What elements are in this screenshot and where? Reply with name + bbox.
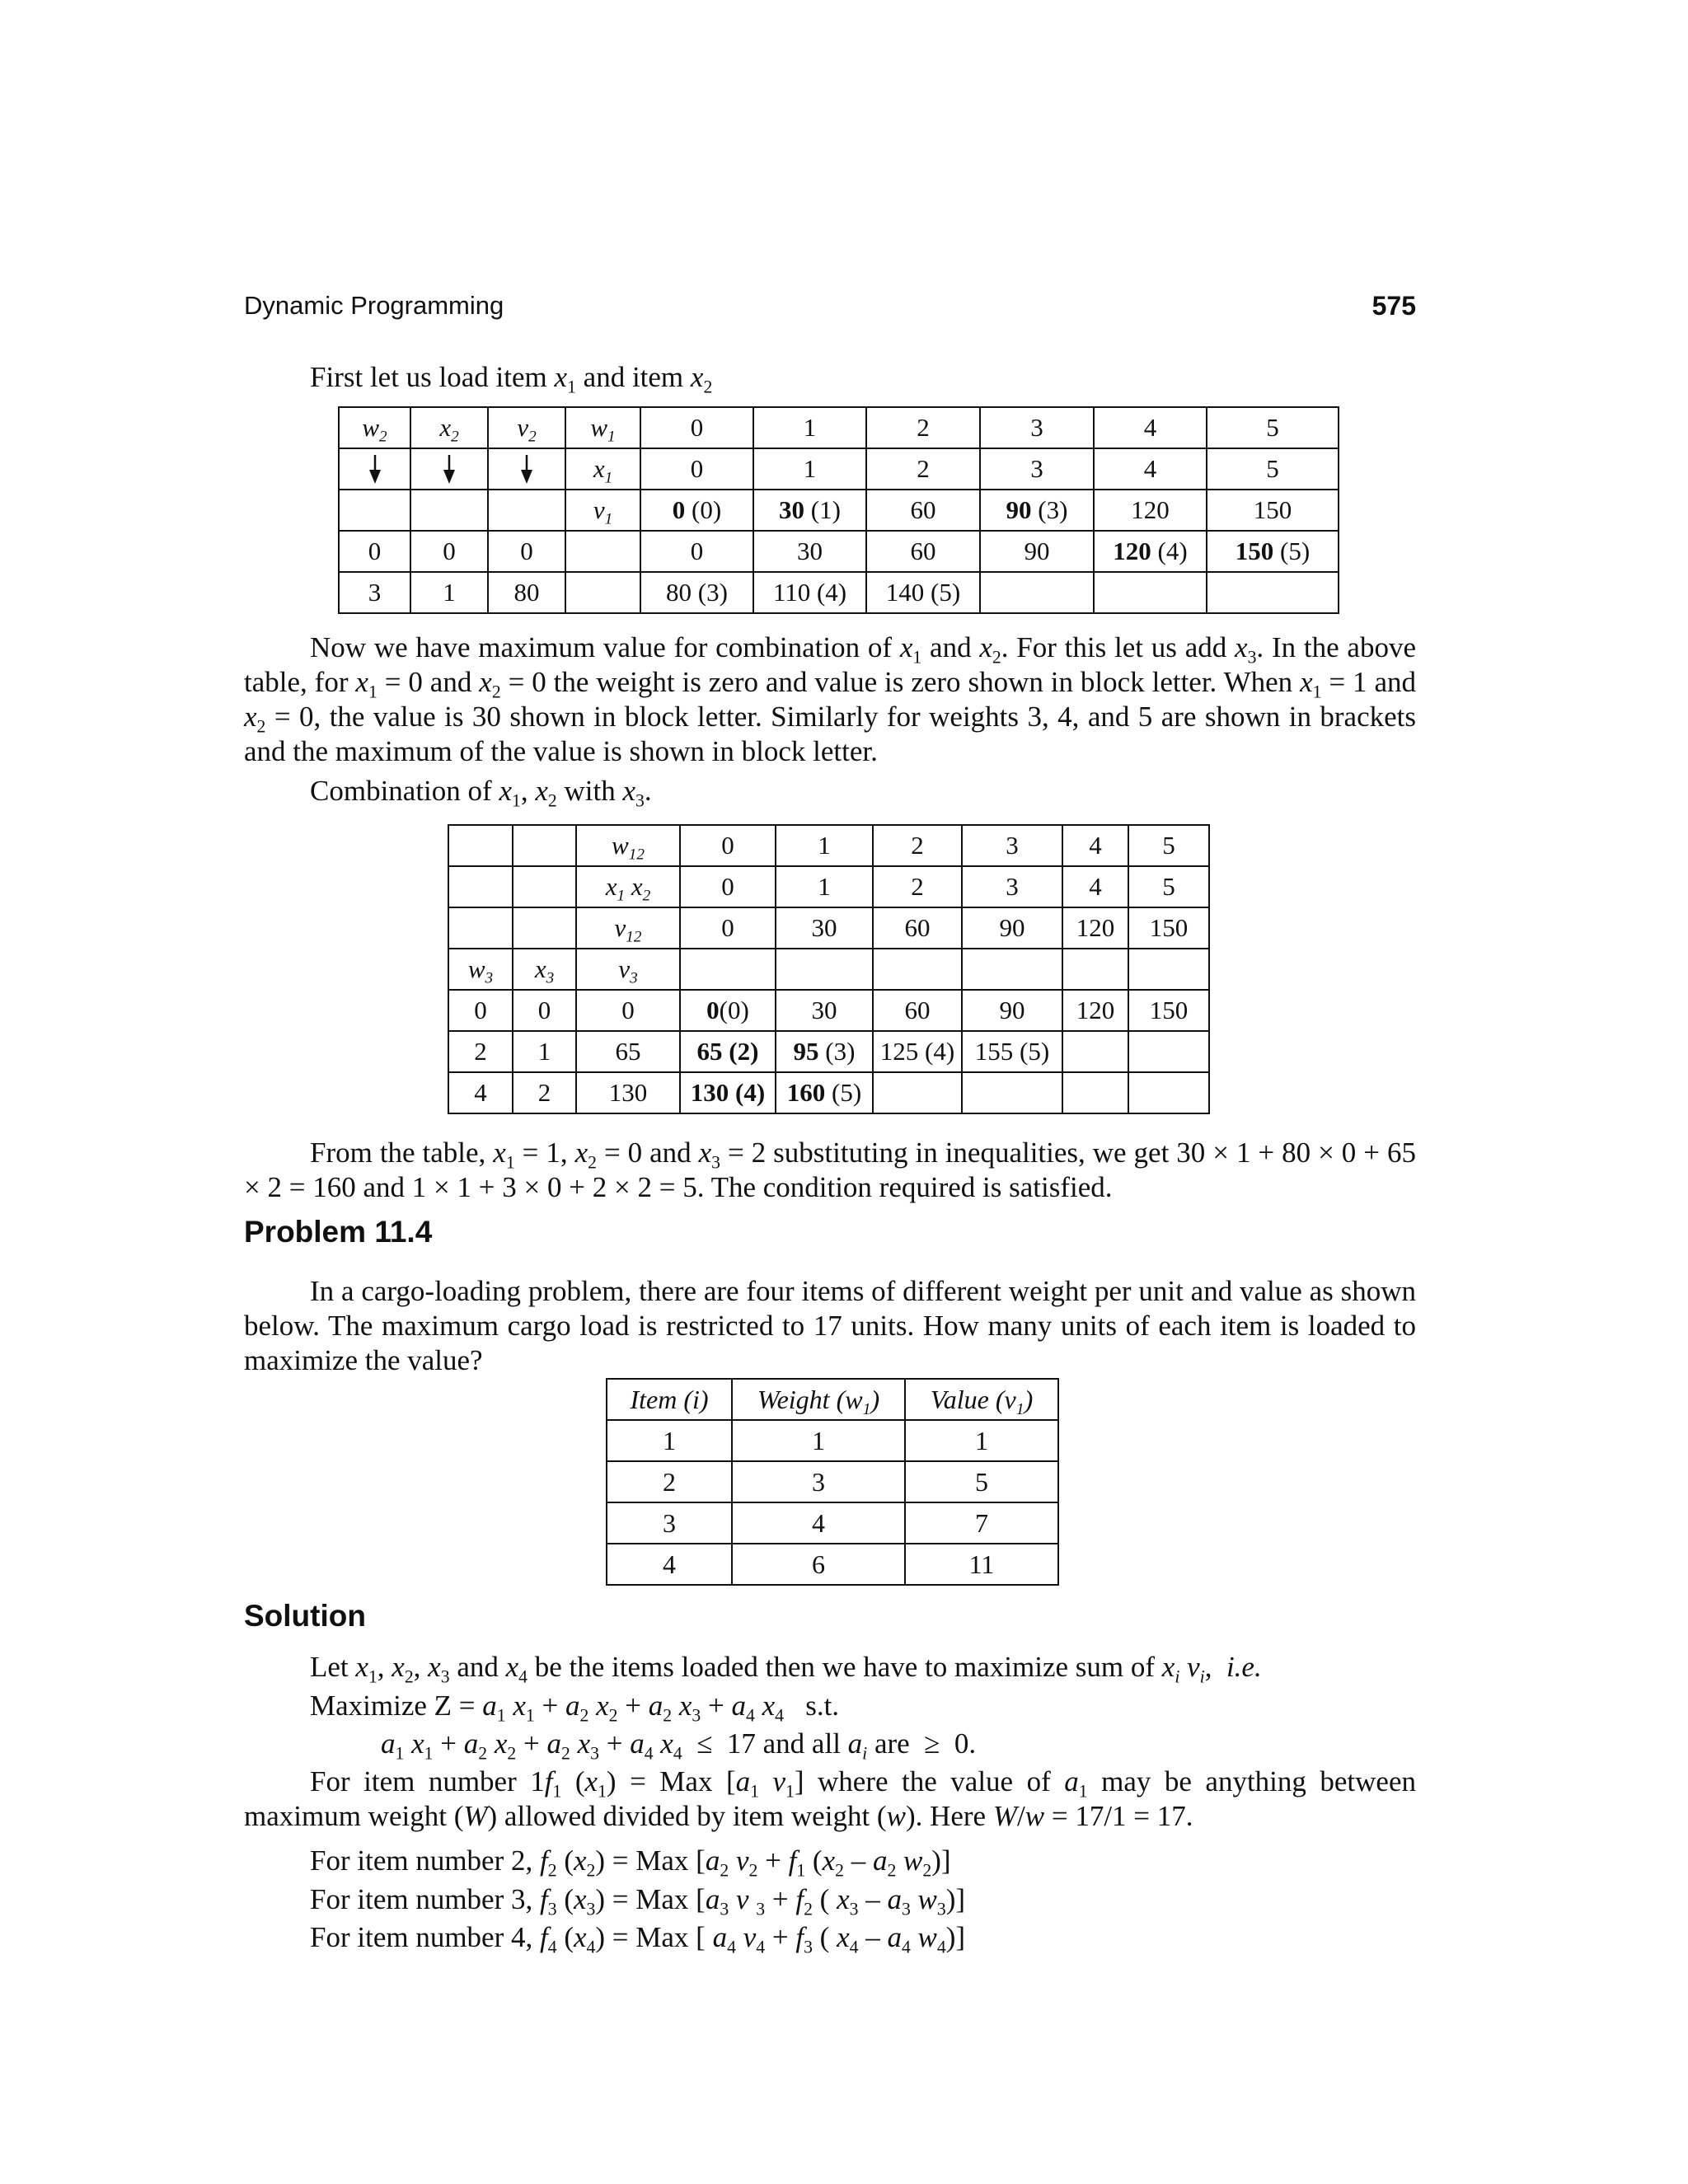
cell: 3: [980, 448, 1094, 490]
down-arrow-icon: [488, 448, 565, 490]
cell: [1062, 1072, 1128, 1113]
cell: 150 (5): [1207, 531, 1339, 572]
cell: [962, 949, 1062, 990]
cell: [776, 949, 873, 990]
cell: 1: [753, 448, 866, 490]
cell: [1207, 572, 1339, 613]
cell: [1062, 949, 1128, 990]
cell: 120: [1094, 490, 1207, 531]
table-row: [448, 1031, 1209, 1072]
cell: 2: [866, 407, 980, 448]
cell-v2: $v_2$: [488, 407, 565, 448]
cell: 1: [776, 825, 873, 866]
cell: [1128, 949, 1209, 990]
down-arrow-icon: [410, 448, 488, 490]
cell: [410, 490, 488, 531]
cell: 3: [962, 825, 1062, 866]
cell-x1x2: $x_1$ $x_2$: [576, 866, 680, 907]
cell-x3: $x_3$: [513, 949, 576, 990]
table-row: [448, 825, 1209, 866]
table-row: [339, 572, 1339, 613]
cell: 60: [873, 907, 962, 949]
cell: 130 (4): [680, 1072, 776, 1113]
cell: 120: [1062, 990, 1128, 1031]
cell: 6: [732, 1544, 905, 1585]
cell: [488, 490, 565, 531]
cell: 2: [607, 1461, 732, 1502]
cell: 0: [680, 866, 776, 907]
cell: [565, 572, 640, 613]
table-row: [448, 866, 1209, 907]
cell: 90: [962, 990, 1062, 1031]
running-header: Dynamic Programming: [244, 291, 504, 320]
cell: [565, 531, 640, 572]
items-table: [606, 1378, 1059, 1586]
cell: 3: [339, 572, 410, 613]
cell: 60: [866, 490, 980, 531]
table-row: [339, 490, 1339, 531]
solution-line-item4: For item number 4, $f_4$ $(x_4)$ = Max [ $a_4$ $v_4 + f_3$ ( $x_4 - a_4$ $w_4$)]: [310, 1921, 966, 1957]
cell-v1: $v_1$: [565, 490, 640, 531]
cell: 65 (2): [680, 1031, 776, 1072]
cell: 60: [866, 531, 980, 572]
cell: 0: [680, 825, 776, 866]
cell: 0 (0): [640, 490, 753, 531]
cell-w3: $w_3$: [448, 949, 513, 990]
cell: 5: [1128, 825, 1209, 866]
cell: 0: [448, 990, 513, 1031]
problem-text: In a cargo-loading problem, there are four items of different weight per unit and value as shown below. The maximum cargo load is restricted to 17 units. How many units of each item is loaded to maximize the value?: [244, 1275, 1416, 1376]
cell: 2: [873, 825, 962, 866]
cell: 3: [607, 1502, 732, 1544]
cell: 0: [680, 907, 776, 949]
solution-line-2: Maximize $Z = a_1$ $x_1 + a_2$ $x_2 + a_2$ $x_3 + a_4$ $x_4$ s.t.: [310, 1690, 840, 1726]
paragraph-from-table: From the table, $x_1 = 1$, $x_2 = 0$ and $x_3 = 2$ substituting in inequalities, we get 30 × 1 + 80 × 0 + 65 × 2 = 160 and 1 × 1 + 3 × 0 + 2 × 2 = 5. The condition required is satisfied.: [244, 1137, 1416, 1203]
cell: 4: [1094, 407, 1207, 448]
combination-line: Combination of $x_1$, $x_2$ with $x_3$.: [310, 775, 652, 811]
cell: [1062, 1031, 1128, 1072]
solution-line-1: Let $x_1$, $x_2$, $x_3$ and $x_4$ be the items loaded then we have to maximize sum of $x_i$ $v_i$, i.e.: [310, 1651, 1262, 1687]
cell: 1: [607, 1420, 732, 1461]
cell: 0: [339, 531, 410, 572]
cell: 150: [1128, 990, 1209, 1031]
cell: 80: [488, 572, 565, 613]
cell-w12: $w_{12}$: [576, 825, 680, 866]
cell: 4: [607, 1544, 732, 1585]
table-row: [339, 448, 1339, 490]
cell: 150: [1128, 907, 1209, 949]
paragraph-combination: Now we have maximum value for combination of $x_1$ and $x_2$. For this let us add $x_3$. In the above table, for $x_1 = 0$ and $x_2 = 0$ the weight is zero and value is zero shown in block letter. When $x_1 = 1$ and $x_2 = 0$, the value is 30 shown in block letter. Similarly for weights 3, 4, and 5 are shown in brackets and the maximum of the value is shown in block letter.: [244, 631, 1417, 767]
table-row: [607, 1544, 1058, 1585]
cell: 30: [753, 531, 866, 572]
table-header-row: [607, 1379, 1058, 1420]
cell: 4: [1094, 448, 1207, 490]
cell: [873, 949, 962, 990]
cell-w1: $w_1$: [565, 407, 640, 448]
cell: 90: [980, 531, 1094, 572]
cell: [513, 907, 576, 949]
cell: [980, 572, 1094, 613]
cell: 140 (5): [866, 572, 980, 613]
cell: 80 (3): [640, 572, 753, 613]
table-row: [448, 990, 1209, 1031]
cell: 3: [980, 407, 1094, 448]
cell: [1094, 572, 1207, 613]
cell: 0: [513, 990, 576, 1031]
cell: [339, 490, 410, 531]
column-header-value: Value $(v_1)$: [905, 1379, 1058, 1420]
cell: [448, 866, 513, 907]
cell: 5: [1128, 866, 1209, 907]
table-row: [448, 949, 1209, 990]
cell: 4: [732, 1502, 905, 1544]
solution-line-3: $a_1$ $x_1 + a_2$ $x_2 + a_2$ $x_3 + a_4$ $x_4 \le 17$ and all $a_i$ are ≥ 0.: [381, 1727, 977, 1764]
table-row: [607, 1502, 1058, 1544]
cell: 1: [513, 1031, 576, 1072]
cell: 1: [410, 572, 488, 613]
cell: 4: [1062, 825, 1128, 866]
cell: [1128, 1072, 1209, 1113]
cell: 0: [640, 531, 753, 572]
cell: 3: [962, 866, 1062, 907]
cell-x1: $x_1$: [565, 448, 640, 490]
cell: 120 (4): [1094, 531, 1207, 572]
column-header-item: Item (i): [607, 1379, 732, 1420]
cell: 90: [962, 907, 1062, 949]
cell: 5: [1207, 407, 1339, 448]
problem-heading: Problem 11.4: [244, 1215, 433, 1249]
cell-v3: $v_3$: [576, 949, 680, 990]
cell: 0: [640, 407, 753, 448]
down-arrow-icon: [339, 448, 410, 490]
solution-line-item2: For item number 2, $f_2$ $(x_2)$ = Max [$a_2$ $v_2 + f_1$ ($x_2 - a_2$ $w_2$)]: [310, 1844, 951, 1881]
solution-heading: Solution: [244, 1599, 366, 1633]
table-row: [607, 1420, 1058, 1461]
table-row: [339, 531, 1339, 572]
cell-x2: $x_2$: [410, 407, 488, 448]
solution-line-item3: For item number 3, $f_3$ $(x_3)$ = Max [$a_3$ v $_3 + f_2$ ( $x_3 - a_3$ $w_3$)]: [310, 1883, 966, 1919]
cell: 30: [776, 907, 873, 949]
cell: 11: [905, 1544, 1058, 1585]
cell: 120: [1062, 907, 1128, 949]
cell: [1128, 1031, 1209, 1072]
cell: 0: [640, 448, 753, 490]
cell: 0: [576, 990, 680, 1031]
cell: [448, 907, 513, 949]
cell: 7: [905, 1502, 1058, 1544]
cell: 0(0): [680, 990, 776, 1031]
cell: 2: [873, 866, 962, 907]
cell: 130: [576, 1072, 680, 1113]
intro-line: First let us load item $x_1$ and item $x_2$: [310, 361, 713, 397]
cell: 125 (4): [873, 1031, 962, 1072]
cell: 30 (1): [753, 490, 866, 531]
cell: 4: [1062, 866, 1128, 907]
cell-v12: $v_{12}$: [576, 907, 680, 949]
column-header-weight: Weight $(w_1)$: [732, 1379, 905, 1420]
cell: [962, 1072, 1062, 1113]
cell: 150: [1207, 490, 1339, 531]
cell: 3: [732, 1461, 905, 1502]
cell: 1: [776, 866, 873, 907]
cell: 2: [866, 448, 980, 490]
cell: [680, 949, 776, 990]
cell: 5: [905, 1461, 1058, 1502]
cell: 90 (3): [980, 490, 1094, 531]
cell: [513, 825, 576, 866]
cell: [873, 1072, 962, 1113]
table-x1-x2: [338, 406, 1339, 614]
cell: 5: [1207, 448, 1339, 490]
table-row: [448, 907, 1209, 949]
cell: 95 (3): [776, 1031, 873, 1072]
cell: 4: [448, 1072, 513, 1113]
cell: 0: [488, 531, 565, 572]
solution-paragraph-item1: For item number $1f_1$ $(x_1)$ = Max [$a_1$ $v_1$] where the value of $a_1$ may be anything between maximum weight (W) allowed divided by item weight (w). Here W/w = 17/1 = 17.: [244, 1765, 1417, 1832]
table-row: [448, 1072, 1209, 1113]
cell: 1: [905, 1420, 1058, 1461]
cell: 60: [873, 990, 962, 1031]
cell: [513, 866, 576, 907]
cell: 1: [732, 1420, 905, 1461]
cell: [448, 825, 513, 866]
cell: 110 (4): [753, 572, 866, 613]
cell-w2: $w_2$: [339, 407, 410, 448]
page-number: 575: [1372, 291, 1416, 321]
cell: 160 (5): [776, 1072, 873, 1113]
cell: 30: [776, 990, 873, 1031]
table-row: [339, 407, 1339, 448]
cell: 155 (5): [962, 1031, 1062, 1072]
cell: 2: [513, 1072, 576, 1113]
cell: 0: [410, 531, 488, 572]
cell: 1: [753, 407, 866, 448]
cell: 2: [448, 1031, 513, 1072]
cell: 65: [576, 1031, 680, 1072]
table-x1x2-x3: [448, 824, 1210, 1114]
table-row: [607, 1461, 1058, 1502]
